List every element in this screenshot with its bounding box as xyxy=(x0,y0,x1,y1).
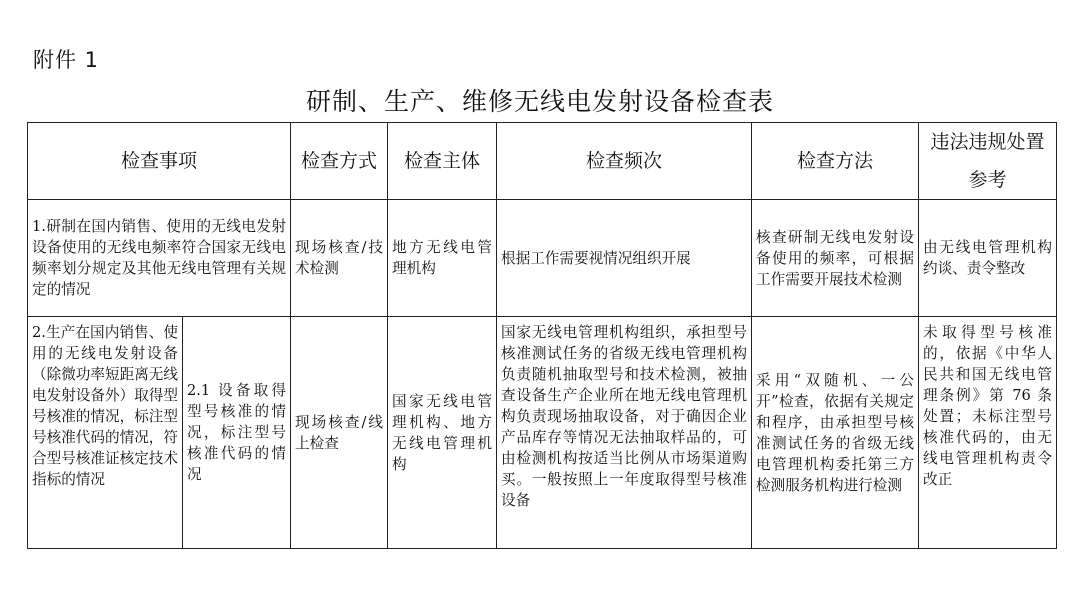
row2-body: 国家无线电管理机构、地方无线电管理机构 xyxy=(388,317,497,549)
table-row xyxy=(28,200,1057,317)
attachment-label: 附件 1 xyxy=(33,48,100,72)
row1-penalty: 由无线电管理机构约谈、责令整改 xyxy=(919,200,1057,317)
header-body: 检查主体 xyxy=(388,123,497,200)
row1-frequency: 根据工作需要视情况组织开展 xyxy=(497,200,752,317)
row1-method: 核查研制无线电发射设备使用的频率，可根据工作需要开展技术检测 xyxy=(752,200,919,317)
table-header-row xyxy=(28,123,1057,200)
row2-penalty xyxy=(919,317,1057,549)
document-title: 研制、生产、维修无线电发射设备检查表 xyxy=(305,87,774,116)
header-item: 检查事项 xyxy=(28,123,291,200)
row2-penalty-text: 未取得型号核准的，依据《中华人民共和国无线电管理条例》第 76 条处置；未标注型号核准代码的，由无线电管理机构责令改正 xyxy=(923,324,1053,488)
row1-item: 1.研制在国内销售、使用的无线电发射设备使用的无线电频率符合国家无线电频率划分规定及其他无线电管理有关规定的情况 xyxy=(28,200,291,317)
row2-item-text: 2.生产在国内销售、使用的无线电发射设备（除微功率短距离无线电发射设备外）取得型号核准的情况，标注型号核准代码的情况，符合型号核准证核定技术指标的情况 xyxy=(32,324,178,488)
header-penalty: 违法违规处置参考 xyxy=(919,123,1057,200)
table-row xyxy=(28,317,1057,549)
row2-subitem: 2.1 设备取得型号核准的情况，标注型号核准代码的情况 xyxy=(183,317,291,549)
header-frequency: 检查频次 xyxy=(497,123,752,200)
row2-mode: 现场核查/线上检查 xyxy=(291,317,388,549)
row2-method: 采用“双随机、一公开”检查，依据有关规定和程序，由承担型号核准测试任务的省级无线电管理机构委托第三方检测服务机构进行检测 xyxy=(752,317,919,549)
row2-frequency xyxy=(497,317,752,549)
header-method: 检查方法 xyxy=(752,123,919,200)
row1-body: 地方无线电管理机构 xyxy=(388,200,497,317)
inspection-table xyxy=(27,122,1057,549)
row2-item xyxy=(28,317,183,549)
header-mode: 检查方式 xyxy=(291,123,388,200)
row1-mode: 现场核查/技术检测 xyxy=(291,200,388,317)
row2-frequency-text: 国家无线电管理机构组织，承担型号核准测试任务的省级无线电管理机构负责随机抽取型号和技术检测，被抽查设备生产企业所在地无线电管理机构负责现场抽取设备，对于确因企业产品库存等情况无法抽取样品的，可由检测机构按适当比例从市场渠道购买。一般按照上一年度取得型号核准设备 xyxy=(501,324,748,509)
